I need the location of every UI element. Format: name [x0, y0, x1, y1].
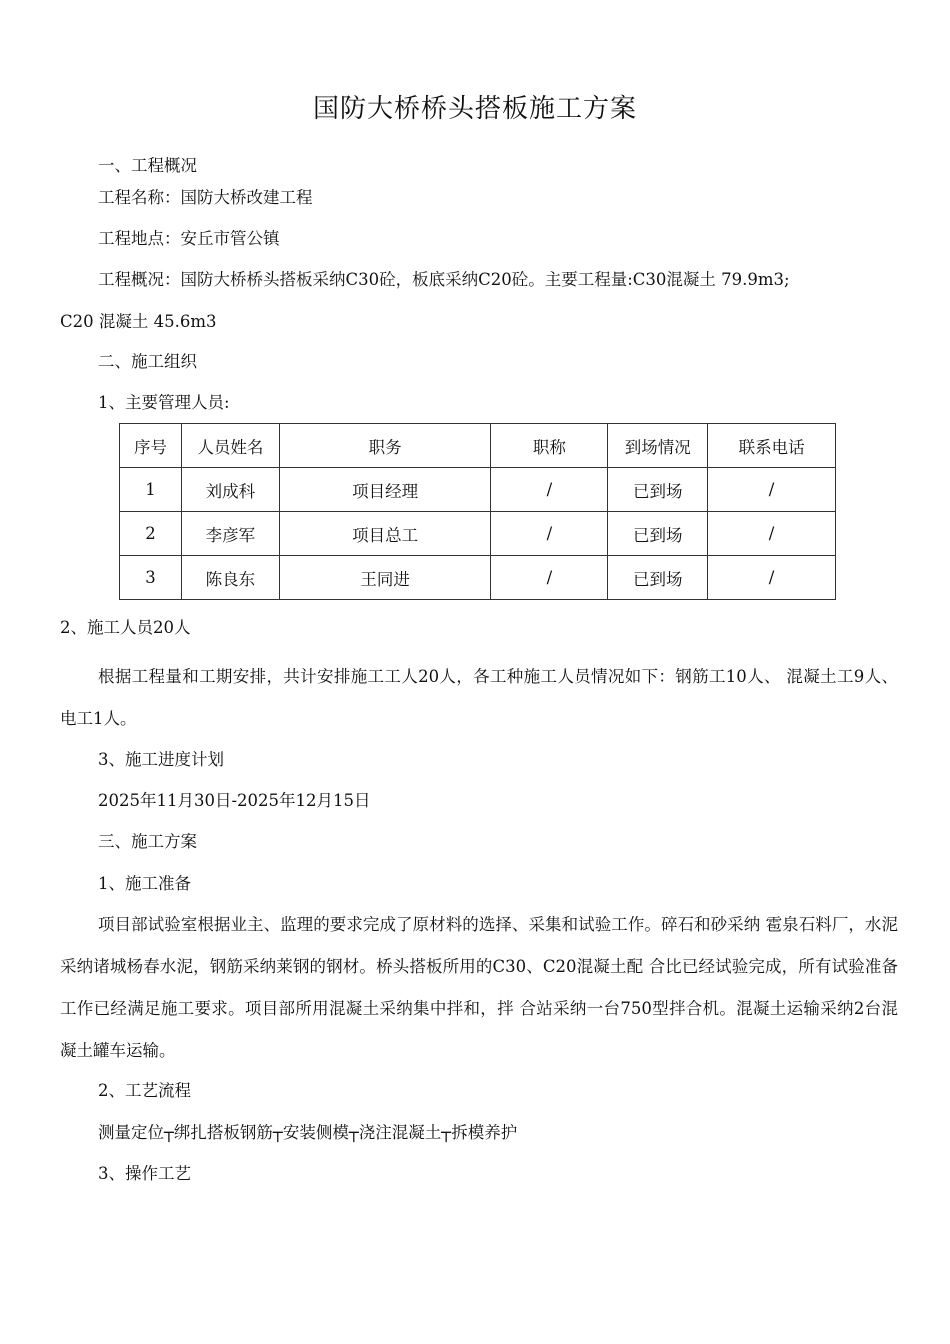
- schedule-heading: 3、施工进度计划: [98, 750, 224, 769]
- table-cell: /: [491, 468, 608, 512]
- project-location-line: 工程地点：安丘市管公镇: [98, 229, 280, 248]
- project-overview-line: 工程概况：国防大桥桥头搭板采纳C30砼，板底采纳C20砼。主要工程量:C30混凝土 79.9m3;: [98, 270, 790, 289]
- section-2-heading: 二、施工组织: [98, 352, 197, 371]
- table-cell: 项目经理: [279, 468, 491, 512]
- table-row: [120, 468, 836, 512]
- table-cell: 王同进: [279, 556, 491, 600]
- table-cell: 项目总工: [279, 512, 491, 556]
- staff-table: [119, 423, 836, 600]
- header-cell: 序号: [120, 424, 182, 468]
- table-cell: /: [491, 556, 608, 600]
- process-flow: 测量定位┬绑扎搭板钢筋┬安装侧模┬浇注混凝土┬拆模养护: [98, 1123, 518, 1142]
- table-cell: 2: [120, 512, 182, 556]
- table-cell: 已到场: [608, 512, 708, 556]
- preparation-paragraph: 项目部试验室根据业主、监理的要求完成了原材料的选择、采集和试验工作。碎石和砂采纳 雹泉石料厂，水泥采纳诸城杨春水泥，钢筋采纳莱钢的钢材。桥头搭板所用的C30、C20混凝土配 合比已经试验完成，所有试验准备工作已经满足施工要求。项目部所用混凝土采纳集中拌和，拌 合站采纳一台750型拌合机。混凝土运输采纳2台混凝土罐车运输。: [60, 915, 898, 1060]
- workers-paragraph: 根据工程量和工期安排，共计安排施工工人20人，各工种施工人员情况如下：钢筋工10人、 混凝土工9人、电工1人。: [60, 667, 898, 728]
- workers-heading: 2、施工人员20人: [60, 618, 191, 637]
- table-cell: /: [708, 556, 836, 600]
- table-cell: 陈良东: [181, 556, 279, 600]
- header-cell: 人员姓名: [181, 424, 279, 468]
- document-title: 国防大桥桥头搭板施工方案: [312, 94, 637, 124]
- table-cell: /: [491, 512, 608, 556]
- operation-heading: 3、操作工艺: [98, 1164, 191, 1183]
- table-header-row: [120, 424, 836, 468]
- header-cell: 到场情况: [608, 424, 708, 468]
- table-cell: 3: [120, 556, 182, 600]
- project-name-line: 工程名称：国防大桥改建工程: [98, 188, 313, 207]
- table-row: [120, 556, 836, 600]
- table-cell: 已到场: [608, 556, 708, 600]
- table-cell: /: [708, 512, 836, 556]
- table-cell: 1: [120, 468, 182, 512]
- table-cell: 李彦军: [181, 512, 279, 556]
- project-overview-continued: C20 混凝土 45.6m3: [60, 312, 217, 331]
- table-cell: /: [708, 468, 836, 512]
- header-cell: 职称: [491, 424, 608, 468]
- section-3-heading: 三、施工方案: [98, 832, 197, 851]
- header-cell: 职务: [279, 424, 491, 468]
- section-1-heading: 一、工程概况: [98, 156, 197, 175]
- table-cell: 刘成科: [181, 468, 279, 512]
- table-cell: 已到场: [608, 468, 708, 512]
- schedule-dates: 2025年11月30日-2025年12月15日: [98, 791, 371, 810]
- process-heading: 2、工艺流程: [98, 1081, 191, 1100]
- preparation-heading: 1、施工准备: [98, 874, 191, 893]
- management-staff-heading: 1、主要管理人员:: [98, 393, 230, 412]
- table-row: [120, 512, 836, 556]
- header-cell: 联系电话: [708, 424, 836, 468]
